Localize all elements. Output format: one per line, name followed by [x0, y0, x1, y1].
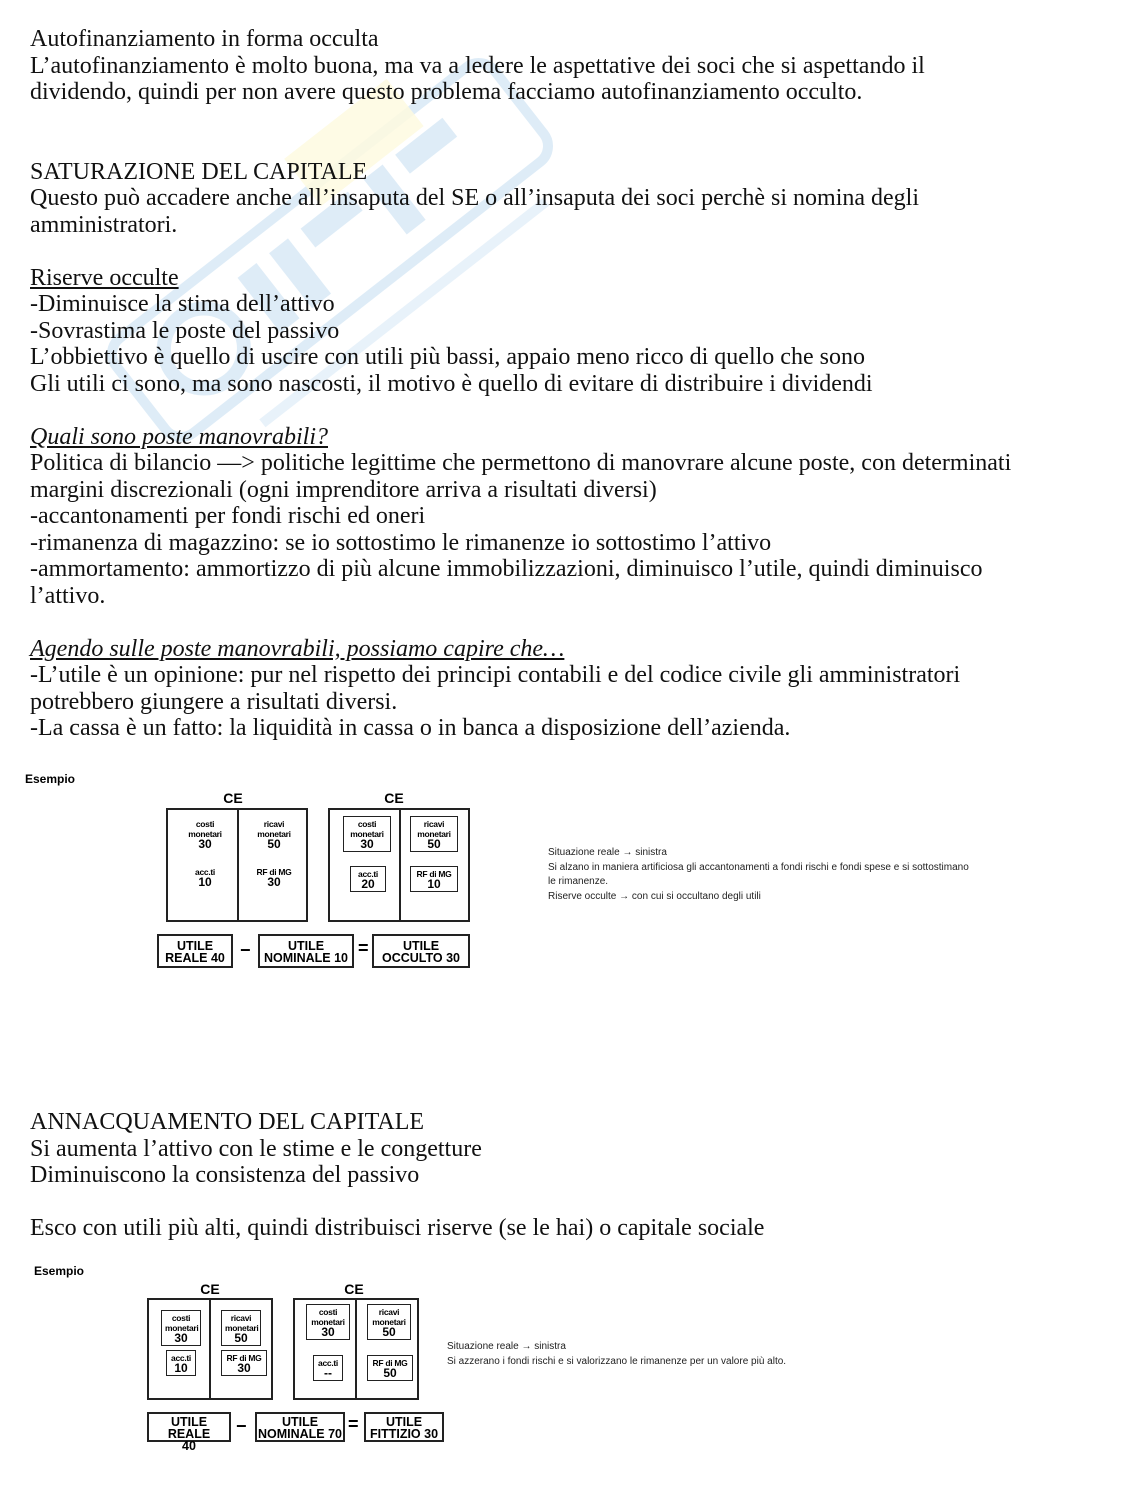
rf-cell: RF di MG 30 [256, 867, 292, 889]
annacquamento-after: Esco con utili più alti, quindi distribuisci riserve (se le hai) o capitale sociale [30, 1215, 765, 1241]
riserve-line: L’obbiettivo è quello di uscire con utili più bassi, appaio meno ricco di quello che sono [30, 344, 865, 370]
annacquamento-line: Si aumenta l’attivo con le stime e le congetture [30, 1135, 482, 1162]
riserve-line: -Sovrastima le poste del passivo [30, 317, 340, 344]
acc-cell: acc.ti 10 [195, 867, 215, 889]
ce-label: CE [384, 790, 404, 806]
rf-cell: RF di MG 50 [367, 1355, 413, 1381]
utile-occulto-box: UTILE OCCULTO 30 [372, 934, 470, 968]
riserve-line: -Diminuisce la stima dell’attivo [30, 291, 335, 317]
acc-cell: acc.ti -- [313, 1355, 343, 1381]
saturazione-title: SATURAZIONE DEL CAPITALE [30, 158, 368, 185]
agendo-title: Agendo sulle poste manovrabili, possiamo capire che… [30, 635, 565, 662]
ricavi-cell: ricavi monetari 50 [257, 819, 291, 851]
ce-label: CE [200, 1281, 220, 1297]
rf-cell: RF di MG 30 [221, 1350, 267, 1376]
utile-fittizio-box: UTILE FITTIZIO 30 [364, 1412, 444, 1442]
costi-cell: costi monetari 30 [343, 816, 391, 852]
example-title: Esempio [25, 772, 76, 786]
autofin-line: L’autofinanziamento è molto buona, ma va a ledere le aspettative dei soci che si aspettando il [30, 52, 925, 79]
utile-nominale-box: UTILE NOMINALE 70 [255, 1412, 345, 1442]
acc-cell: acc.ti 20 [350, 866, 386, 892]
ce-label: CE [344, 1281, 364, 1297]
costi-cell: costi monetari 30 [188, 819, 222, 851]
poste-line: -ammortamento: ammortizzo di più alcune immobilizzazioni, diminuisco l’utile, quindi diminuisco [30, 556, 983, 582]
autofin-line: dividendo, quindi per non avere questo problema facciamo autofinanziamento occulto. [30, 79, 863, 105]
riserve-line: Gli utili ci sono, ma sono nascosti, il motivo è quello di evitare di distribuire i dividendi [30, 370, 873, 397]
annacquamento-title: ANNACQUAMENTO DEL CAPITALE [30, 1109, 425, 1135]
autofin-title: Autofinanziamento in forma occulta [30, 26, 379, 52]
costi-cell: costi monetari 30 [306, 1304, 350, 1340]
equals-sign: = [348, 1414, 359, 1434]
minus-sign: − [240, 940, 251, 960]
saturazione-line: amministratori. [30, 211, 178, 238]
utile-reale-box: UTILE REALE 40 [147, 1412, 231, 1442]
equals-sign: = [358, 938, 369, 958]
costi-cell: costi monetari 30 [161, 1310, 201, 1346]
ce-label: CE [223, 790, 243, 806]
ricavi-cell: ricavi monetari 50 [221, 1310, 261, 1346]
poste-line: l’attivo. [30, 582, 106, 609]
ricavi-cell: ricavi monetari 50 [410, 816, 458, 852]
poste-title: Quali sono poste manovrabili? [30, 423, 328, 450]
utile-reale-box: UTILE REALE 40 [157, 934, 233, 968]
poste-line: -accantonamenti per fondi rischi ed oneri [30, 503, 426, 529]
minus-sign: − [236, 1416, 247, 1436]
utile-nominale-box: UTILE NOMINALE 10 [258, 934, 354, 968]
acc-cell: acc.ti 10 [166, 1350, 196, 1376]
poste-line: Politica di bilancio —> politiche legittime che permettono di manovrare alcune poste, con determinati [30, 450, 1012, 476]
riserve-title: Riserve occulte [30, 264, 179, 291]
agendo-line: potrebbero giungere a risultati diversi. [30, 688, 398, 715]
agendo-line: -L’utile è un opinione: pur nel rispetto dei principi contabili e del codice civile gli amministratori [30, 662, 961, 688]
annacquamento-line: Diminuiscono la consistenza del passivo [30, 1162, 420, 1188]
saturazione-line: Questo può accadere anche all’insaputa del SE o all’insaputa dei soci perchè si nomina degli [30, 185, 920, 211]
poste-line: -rimanenza di magazzino: se io sottostimo le rimanenze io sottostimo l’attivo [30, 529, 772, 556]
example-note: Situazione reale → sinistra Si alzano in maniera artificiosa gli accantonamenti a fondi rischi e fondi spese e si sottostimano le rimanenze. Riserve occulte → con cui si occultano degli utili [548, 847, 969, 902]
ricavi-cell: ricavi monetari 50 [367, 1304, 411, 1340]
agendo-line: -La cassa è un fatto: la liquidità in cassa o in banca a disposizione dell’azienda. [30, 715, 791, 741]
poste-line: margini discrezionali (ogni imprenditore arriva a risultati diversi) [30, 476, 657, 503]
example-note: Situazione reale → sinistra Si azzerano i fondi rischi e si valorizzano le rimanenze per un valore più alto. [447, 1341, 787, 1367]
example-title: Esempio [34, 1264, 85, 1278]
rf-cell: RF di MG 10 [410, 866, 458, 892]
